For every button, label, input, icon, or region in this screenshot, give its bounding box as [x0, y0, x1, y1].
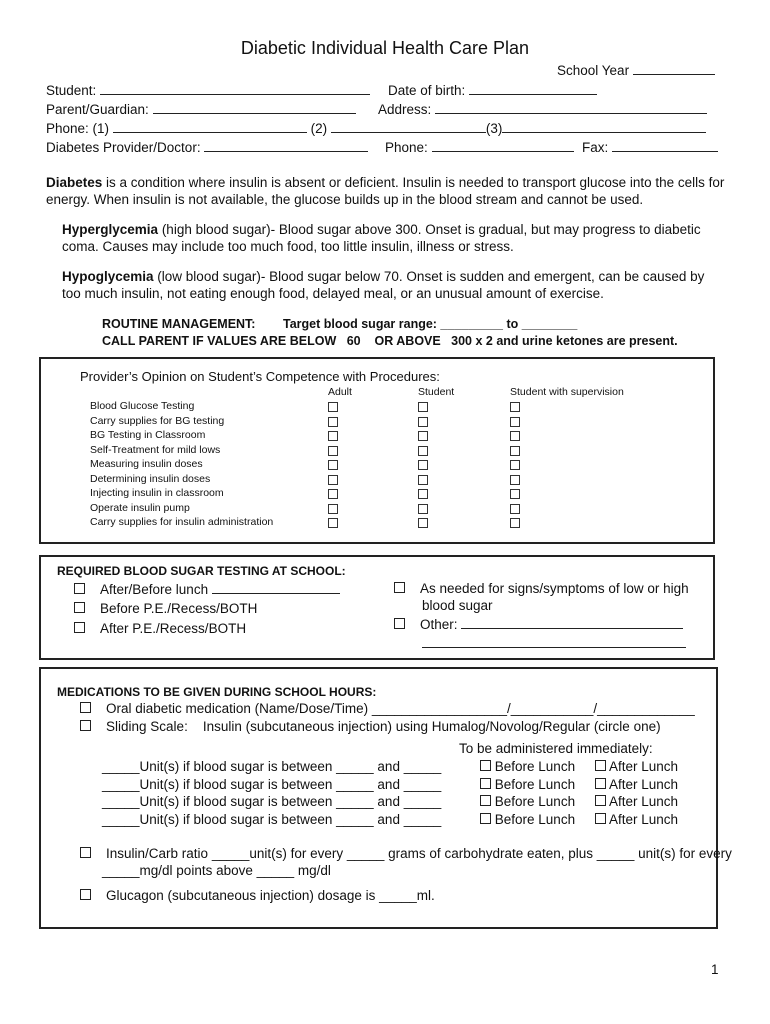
competence-checkbox[interactable] [510, 431, 520, 441]
competence-row: Injecting insulin in classroom [90, 487, 224, 499]
competence-checkbox[interactable] [418, 460, 428, 470]
page-number: 1 [711, 962, 719, 977]
checkbox[interactable] [80, 720, 91, 731]
checkbox[interactable] [480, 813, 491, 824]
fax-field[interactable]: Fax: [582, 139, 718, 155]
competence-row: Self-Treatment for mild lows [90, 443, 221, 456]
after-lunch-label: After Lunch [609, 759, 679, 774]
testing-option-before-pe[interactable]: Before P.E./Recess/BOTH [74, 601, 257, 616]
competence-checkbox[interactable] [510, 417, 520, 427]
competence-row: Carry supplies for BG testing [90, 414, 225, 427]
checkbox[interactable] [394, 582, 405, 593]
competence-checkbox[interactable] [328, 417, 338, 427]
competence-checkbox[interactable] [328, 489, 338, 499]
after-lunch-label: After Lunch [609, 776, 679, 792]
column-student-supervision: Student with supervision [510, 386, 624, 398]
competence-checkbox[interactable] [328, 504, 338, 514]
column-adult: Adult [328, 386, 352, 398]
checkbox[interactable] [480, 795, 491, 806]
provider-phone-field[interactable]: Phone: [385, 139, 574, 155]
competence-checkbox[interactable] [418, 504, 428, 514]
checkbox[interactable] [480, 778, 491, 789]
glucagon-option[interactable]: Glucagon (subcutaneous injection) dosage is _____ml. [80, 888, 435, 903]
target-range: Target blood sugar range: _________ to ________ [283, 317, 578, 331]
oral-medication-option[interactable]: Oral diabetic medication (Name/Dose/Time) __________________/___________/_____________ [80, 701, 695, 716]
sliding-scale-row[interactable]: _____Unit(s) if blood sugar is between _____ and _____ [102, 776, 442, 792]
competence-checkbox[interactable] [510, 518, 520, 528]
competence-checkbox[interactable] [418, 402, 428, 412]
before-lunch-option[interactable] [480, 794, 575, 809]
column-student: Student [418, 386, 455, 398]
dob-field[interactable]: Date of birth: [388, 82, 597, 98]
school-year-label: School Year [557, 62, 715, 78]
before-lunch-option[interactable] [480, 812, 575, 827]
before-lunch-label: Before Lunch [494, 776, 576, 792]
competence-checkbox[interactable] [510, 489, 520, 499]
address-field[interactable]: Address: [378, 101, 707, 117]
competence-checkbox[interactable] [328, 475, 338, 485]
competence-checkbox[interactable] [510, 504, 520, 514]
diabetes-paragraph: Diabetes is a condition where insulin is absent or deficient. Insulin is needed to transport glucose into the cells for energy. When insulin is not available, the glucose builds up in the blood stream and cannot be used. [46, 175, 725, 207]
testing-as-needed-cont: blood sugar [422, 598, 493, 613]
administered-label: To be administered immediately: [459, 741, 653, 756]
checkbox[interactable] [80, 889, 91, 900]
checkbox[interactable] [595, 778, 606, 789]
checkbox[interactable] [74, 622, 85, 633]
medications-heading: MEDICATIONS TO BE GIVEN DURING SCHOOL HOURS: [57, 685, 377, 699]
before-lunch-option[interactable] [480, 759, 575, 774]
testing-option-lunch[interactable]: After/Before lunch [74, 581, 340, 597]
before-lunch-label: Before Lunch [494, 794, 576, 809]
competence-row: Blood Glucose Testing [90, 400, 195, 412]
student-field[interactable]: Student: [46, 82, 370, 98]
sliding-scale-row[interactable]: _____Unit(s) if blood sugar is between _____ and _____ [102, 759, 442, 774]
competence-heading: Provider’s Opinion on Student’s Competence with Procedures: [80, 369, 440, 384]
checkbox[interactable] [74, 602, 85, 613]
competence-checkbox[interactable] [510, 475, 520, 485]
hyperglycemia-paragraph: Hyperglycemia (high blood sugar)- Blood sugar above 300. Onset is gradual, but may progress to diabetic coma. Causes may include too much food, too little insulin, illness or stress. [62, 222, 701, 254]
competence-checkbox[interactable] [328, 518, 338, 528]
competence-checkbox[interactable] [328, 431, 338, 441]
competence-row: Determining insulin doses [90, 472, 211, 485]
competence-checkbox[interactable] [510, 402, 520, 412]
competence-checkbox[interactable] [328, 402, 338, 412]
after-lunch-option[interactable] [595, 759, 678, 774]
other-line-2 [422, 647, 686, 648]
after-lunch-option[interactable] [595, 794, 678, 809]
hypoglycemia-paragraph: Hypoglycemia (low blood sugar)- Blood sugar below 70. Onset is sudden and emergent, can be caused by too much insulin, not eating enough food, delayed meal, or an unusual amount of exercise. [62, 269, 705, 301]
checkbox[interactable] [80, 702, 91, 713]
routine-management-label: ROUTINE MANAGEMENT: [102, 317, 256, 331]
competence-checkbox[interactable] [418, 489, 428, 499]
competence-checkbox[interactable] [418, 475, 428, 485]
competence-checkbox[interactable] [328, 460, 338, 470]
after-lunch-label: After Lunch [609, 794, 679, 809]
before-lunch-label: Before Lunch [494, 759, 576, 774]
competence-checkbox[interactable] [510, 446, 520, 456]
before-lunch-label: Before Lunch [494, 811, 576, 827]
provider-field[interactable]: Diabetes Provider/Doctor: [46, 139, 368, 155]
after-lunch-option[interactable] [595, 777, 678, 792]
checkbox[interactable] [595, 813, 606, 824]
competence-checkbox[interactable] [418, 446, 428, 456]
competence-row: Carry supplies for insulin administration [90, 516, 274, 528]
competence-row: BG Testing in Classroom [90, 429, 206, 441]
checkbox[interactable] [80, 847, 91, 858]
testing-option-as-needed[interactable]: As needed for signs/symptoms of low or high [394, 581, 689, 596]
sliding-scale-row[interactable]: _____Unit(s) if blood sugar is between _____ and _____ [102, 811, 442, 827]
competence-row: Measuring insulin doses [90, 458, 203, 470]
sliding-scale-option[interactable]: Sliding Scale: Insulin (subcutaneous injection) using Humalog/Novolog/Regular (circle one) [80, 719, 661, 734]
phone-field[interactable]: Phone: (1) (2) (3) [46, 120, 706, 136]
competence-row: Operate insulin pump [90, 501, 190, 514]
competence-checkbox[interactable] [510, 460, 520, 470]
sliding-scale-row[interactable]: _____Unit(s) if blood sugar is between _____ and _____ [102, 794, 442, 809]
testing-option-other[interactable]: Other: [394, 616, 683, 632]
competence-checkbox[interactable] [418, 431, 428, 441]
competence-checkbox[interactable] [328, 446, 338, 456]
page-title: Diabetic Individual Health Care Plan [240, 38, 530, 58]
checkbox[interactable] [480, 760, 491, 771]
after-lunch-option[interactable] [595, 812, 678, 827]
call-parent-line: CALL PARENT IF VALUES ARE BELOW 60 OR ABOVE 300 x 2 and urine ketones are present. [102, 334, 678, 348]
competence-checkbox[interactable] [418, 417, 428, 427]
parent-field[interactable]: Parent/Guardian: [46, 101, 356, 117]
before-lunch-option[interactable] [480, 777, 575, 792]
testing-heading: REQUIRED BLOOD SUGAR TESTING AT SCHOOL: [57, 564, 346, 578]
checkbox[interactable] [595, 795, 606, 806]
checkbox[interactable] [595, 760, 606, 771]
after-lunch-label: After Lunch [609, 811, 679, 827]
checkbox[interactable] [394, 618, 405, 629]
insulin-carb-option[interactable]: Insulin/Carb ratio _____unit(s) for every _____ grams of carbohydrate eaten, plus _____ unit(s) for every [80, 846, 732, 861]
checkbox[interactable] [74, 583, 85, 594]
competence-checkbox[interactable] [418, 518, 428, 528]
testing-option-after-pe[interactable]: After P.E./Recess/BOTH [74, 621, 246, 636]
insulin-carb-cont: _____mg/dl points above _____ mg/dl [102, 863, 331, 878]
